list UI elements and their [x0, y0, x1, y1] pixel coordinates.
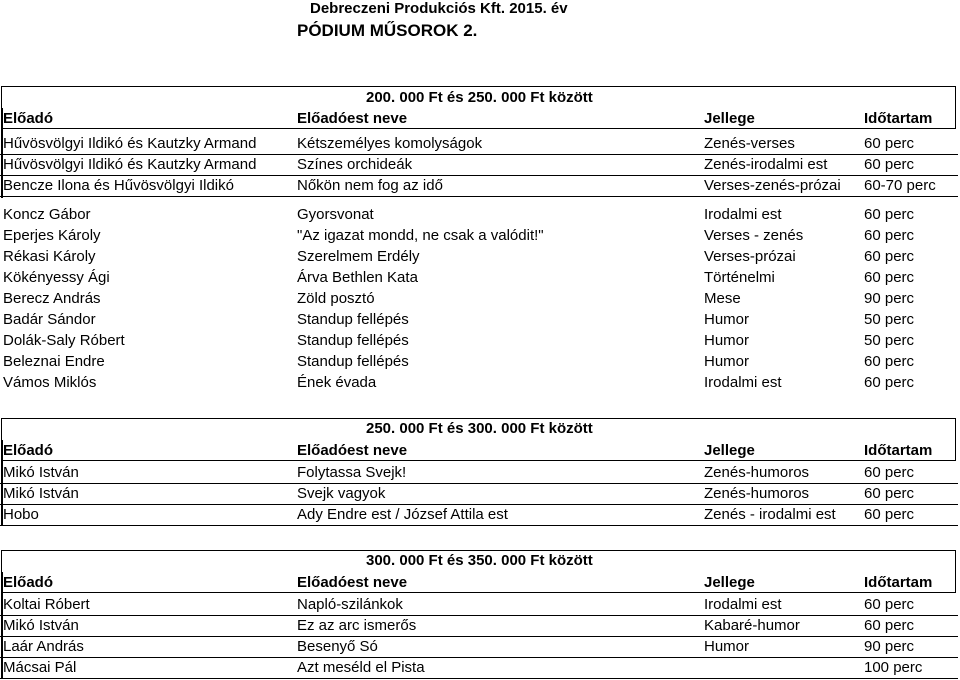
header-duration: Időtartam: [864, 442, 933, 459]
performer-cell: Koncz Gábor: [3, 206, 91, 223]
page-title: PÓDIUM MŰSOROK 2.: [297, 21, 478, 40]
price-band-title: 300. 000 Ft és 350. 000 Ft között: [366, 552, 593, 569]
table-header-row: [0, 440, 958, 461]
performer-cell: Kökényessy Ági: [3, 269, 110, 286]
duration-cell: 60 perc: [864, 206, 915, 223]
genre-cell: Zenés-humoros: [704, 485, 810, 502]
genre-cell: Irodalmi est: [704, 596, 782, 613]
genre-cell: Humor: [704, 311, 750, 328]
performer-cell: Vámos Miklós: [3, 374, 97, 391]
duration-cell: 60 perc: [864, 156, 915, 173]
performer-cell: Koltai Róbert: [3, 596, 90, 613]
genre-cell: Kabaré-humor: [704, 617, 800, 634]
header-show-name: Előadóest neve: [297, 442, 408, 459]
show-name-cell: "Az igazat mondd, ne csak a valódit!": [297, 227, 544, 244]
performer-cell: Laár András: [3, 638, 84, 655]
genre-cell: Zenés - irodalmi est: [704, 506, 836, 523]
price-band-title: 250. 000 Ft és 300. 000 Ft között: [366, 420, 593, 437]
duration-cell: 60-70 perc: [864, 177, 936, 194]
performer-cell: Beleznai Endre: [3, 353, 105, 370]
table-row: [0, 657, 958, 679]
duration-cell: 90 perc: [864, 290, 915, 307]
table-row: [0, 154, 958, 176]
genre-cell: Irodalmi est: [704, 374, 782, 391]
genre-cell: Zenés-irodalmi est: [704, 156, 828, 173]
table-row: [0, 309, 958, 330]
header-performer: Előadó: [3, 574, 54, 591]
duration-cell: 60 perc: [864, 506, 915, 523]
performer-cell: Hűvösvölgyi Ildikó és Kautzky Armand: [3, 156, 257, 173]
genre-cell: Humor: [704, 332, 750, 349]
duration-cell: 60 perc: [864, 353, 915, 370]
header-show-name: Előadóest neve: [297, 110, 408, 127]
performer-cell: Eperjes Károly: [3, 227, 101, 244]
genre-cell: Mese: [704, 290, 741, 307]
table-row: [0, 246, 958, 267]
header-genre: Jellege: [704, 574, 755, 591]
performer-cell: Badár Sándor: [3, 311, 96, 328]
header-genre: Jellege: [704, 442, 755, 459]
table-row: [0, 133, 958, 155]
performer-cell: Mikó István: [3, 617, 79, 634]
show-name-cell: Standup fellépés: [297, 332, 409, 349]
table-row: [0, 351, 958, 372]
duration-cell: 60 perc: [864, 248, 915, 265]
table-row: [0, 504, 958, 526]
genre-cell: Verses-prózai: [704, 248, 796, 265]
show-name-cell: Svejk vagyok: [297, 485, 386, 502]
duration-cell: 60 perc: [864, 227, 915, 244]
price-band-title: 200. 000 Ft és 250. 000 Ft között: [366, 89, 593, 106]
duration-cell: 60 perc: [864, 617, 915, 634]
show-name-cell: Besenyő Só: [297, 638, 378, 655]
performer-cell: Berecz András: [3, 290, 101, 307]
show-name-cell: Folytassa Svejk!: [297, 464, 407, 481]
genre-cell: Verses - zenés: [704, 227, 804, 244]
show-name-cell: Gyorsvonat: [297, 206, 374, 223]
duration-cell: 60 perc: [864, 464, 915, 481]
table-row: [0, 483, 958, 505]
show-name-cell: Kétszemélyes komolyságok: [297, 135, 483, 152]
table-row: [0, 204, 958, 225]
show-name-cell: Standup fellépés: [297, 311, 409, 328]
table-row: [0, 372, 958, 393]
duration-cell: 90 perc: [864, 638, 915, 655]
show-name-cell: Árva Bethlen Kata: [297, 269, 418, 286]
duration-cell: 60 perc: [864, 135, 915, 152]
performer-cell: Mikó István: [3, 485, 79, 502]
performer-cell: Bencze Ilona és Hűvösvölgyi Ildikó: [3, 177, 234, 194]
show-name-cell: Szerelmem Erdély: [297, 248, 420, 265]
table-row: [0, 330, 958, 351]
duration-cell: 60 perc: [864, 269, 915, 286]
table-header-row: [0, 572, 958, 593]
table-row: [0, 175, 958, 197]
show-name-cell: Napló-szilánkok: [297, 596, 403, 613]
table-row: [0, 267, 958, 288]
table-row: [0, 288, 958, 309]
show-name-cell: Ének évada: [297, 374, 377, 391]
performer-cell: Mikó István: [3, 464, 79, 481]
genre-cell: Irodalmi est: [704, 206, 782, 223]
genre-cell: Verses-zenés-prózai: [704, 177, 841, 194]
duration-cell: 100 perc: [864, 659, 923, 676]
genre-cell: Zenés-verses: [704, 135, 795, 152]
genre-cell: Zenés-humoros: [704, 464, 810, 481]
header-duration: Időtartam: [864, 110, 933, 127]
show-name-cell: Zöld posztó: [297, 290, 375, 307]
show-name-cell: Standup fellépés: [297, 353, 409, 370]
performer-cell: Hobo: [3, 506, 39, 523]
table-row: [0, 462, 958, 484]
show-name-cell: Ez az arc ismerős: [297, 617, 417, 634]
duration-cell: 60 perc: [864, 485, 915, 502]
genre-cell: Humor: [704, 638, 750, 655]
table-header-row: [0, 108, 958, 129]
header-duration: Időtartam: [864, 574, 933, 591]
duration-cell: 60 perc: [864, 596, 915, 613]
table-row: [0, 594, 958, 616]
performer-cell: Rékasi Károly: [3, 248, 96, 265]
show-name-cell: Ady Endre est / József Attila est: [297, 506, 508, 523]
header-show-name: Előadóest neve: [297, 574, 408, 591]
performer-cell: Mácsai Pál: [3, 659, 77, 676]
table-row: [0, 636, 958, 658]
genre-cell: Történelmi: [704, 269, 775, 286]
table-row: [0, 225, 958, 246]
table-row: [0, 615, 958, 637]
show-name-cell: Azt meséld el Pista: [297, 659, 425, 676]
duration-cell: 60 perc: [864, 374, 915, 391]
performer-cell: Dolák-Saly Róbert: [3, 332, 125, 349]
header-performer: Előadó: [3, 110, 54, 127]
performer-cell: Hűvösvölgyi Ildikó és Kautzky Armand: [3, 135, 257, 152]
duration-cell: 50 perc: [864, 311, 915, 328]
show-name-cell: Nőkön nem fog az idő: [297, 177, 443, 194]
show-name-cell: Színes orchideák: [297, 156, 413, 173]
duration-cell: 50 perc: [864, 332, 915, 349]
genre-cell: Humor: [704, 353, 750, 370]
header-performer: Előadó: [3, 442, 54, 459]
header-genre: Jellege: [704, 110, 755, 127]
company-title: Debreczeni Produkciós Kft. 2015. év: [310, 0, 568, 17]
